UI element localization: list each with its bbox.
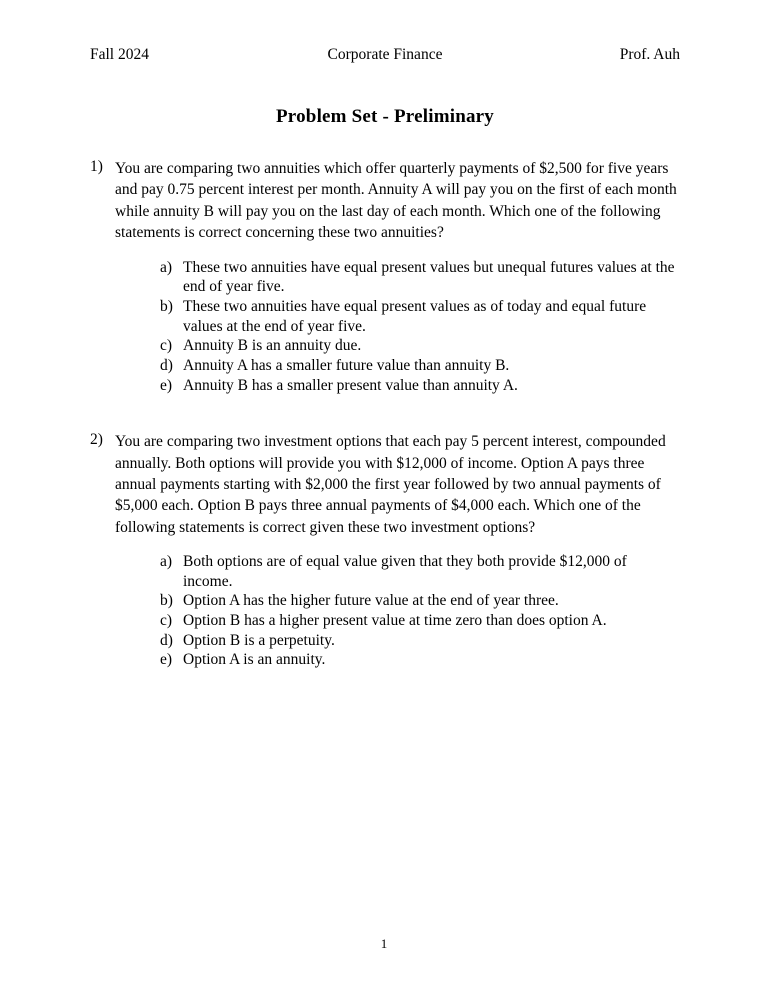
question-2-text: You are comparing two investment options that each pay 5 percent interest, compounded annually. Both options will provide you with $12,000 of income. Option A pays three annual payments starting with $2,000 the first year followed by two annual payments of $5,000 each. Option B pays three annual payments of $4,000 each. Which one of the following statements is correct given these two investment options? [115, 433, 666, 536]
question-1-body [90, 158, 680, 244]
option-text: Option A has the higher future value at the end of year three. [183, 592, 559, 610]
option-text: Both options are of equal value given that they both provide $12,000 of income. [183, 553, 627, 590]
option-text: Annuity A has a smaller future value than annuity B. [183, 356, 510, 374]
option-label: d) [160, 631, 173, 649]
option-text: Annuity B has a smaller present value than annuity A. [183, 376, 518, 394]
question-2-number: 2) [90, 431, 103, 449]
question-2-option-c [160, 611, 680, 631]
option-label: e) [160, 376, 173, 394]
question-1-option-d [160, 356, 680, 376]
question-2-options [90, 552, 680, 670]
question-2-option-d [160, 631, 680, 651]
question-1-option-e [160, 376, 680, 396]
question-1 [90, 158, 680, 395]
option-label: a) [160, 258, 173, 276]
option-label: c) [160, 612, 173, 630]
page-number: 1 [380, 936, 388, 951]
question-1-option-c [160, 336, 680, 356]
option-label: b) [160, 592, 173, 610]
option-text: These two annuities have equal present values but unequal futures values at the end of year five. [183, 258, 675, 296]
question-1-option-a [160, 258, 680, 297]
header-term: Fall 2024 [90, 46, 149, 63]
question-1-number: 1) [90, 158, 103, 175]
question-2-option-e [160, 650, 680, 670]
option-text: Option B has a higher present value at time zero than does option A. [183, 612, 607, 630]
question-2-option-a [160, 552, 680, 591]
option-label: c) [160, 337, 173, 355]
page-title: Problem Set - Preliminary [276, 106, 494, 127]
option-label: b) [160, 297, 173, 315]
option-text: These two annuities have equal present values as of today and equal future values at the end of year five. [183, 297, 647, 335]
question-1-options [90, 258, 680, 396]
option-label: d) [160, 356, 173, 374]
question-2-body [90, 431, 680, 538]
header-professor: Prof. Auh [619, 46, 680, 63]
option-text: Option A is an annuity. [183, 651, 326, 669]
option-label: a) [160, 553, 173, 571]
option-text: Option B is a perpetuity. [183, 631, 335, 649]
question-2 [90, 431, 680, 670]
page-footer [0, 936, 768, 952]
option-text: Annuity B is an annuity due. [183, 337, 362, 355]
question-1-text: You are comparing two annuities which offer quarterly payments of $2,500 for five years and pay 0.75 percent interest per month. Annuity A will pay you on the first of each month while annuity B will pay you on the last day of each month. Which one of the following statements is correct concerning these two annuities? [115, 160, 677, 242]
page-header [90, 46, 680, 64]
header-course-name: Corporate Finance [327, 46, 443, 63]
option-label: e) [160, 651, 173, 669]
question-2-option-b [160, 591, 680, 611]
question-1-option-b [160, 297, 680, 336]
